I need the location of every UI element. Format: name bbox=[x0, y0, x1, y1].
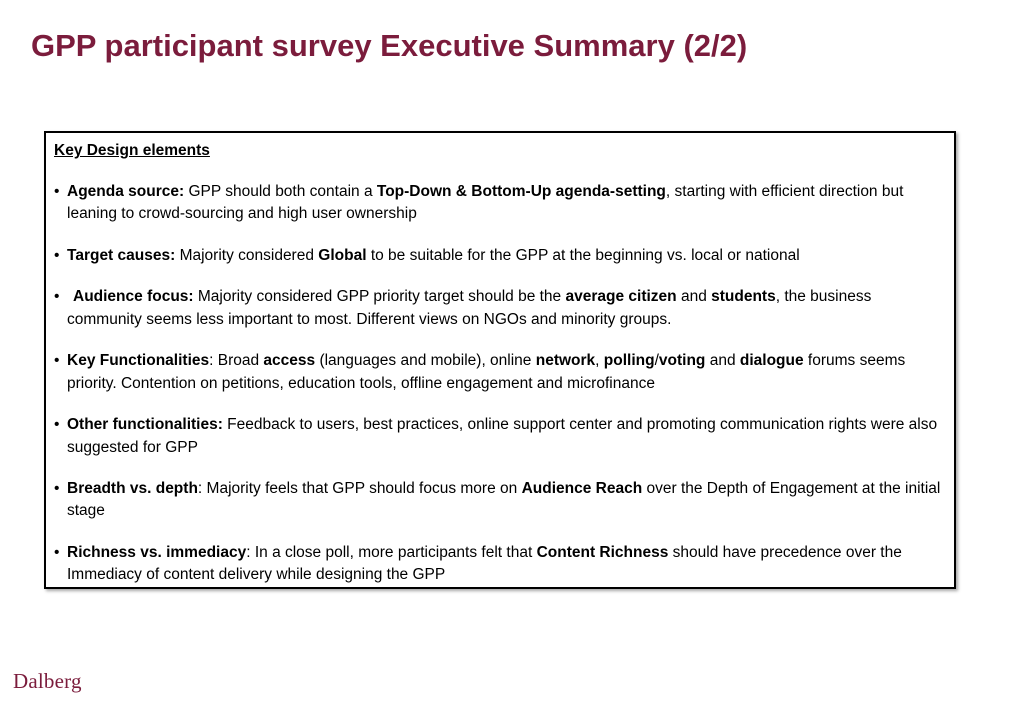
bullet-emphasis: Content Richness bbox=[536, 544, 669, 562]
bullet-richness-vs-immediacy bbox=[54, 542, 948, 587]
bullet-emphasis: voting bbox=[658, 352, 706, 370]
bullet-text: GPP should both contain a bbox=[184, 183, 377, 200]
bullet-emphasis: Top-Down & Bottom-Up agenda-setting bbox=[376, 183, 666, 200]
bullet-emphasis: students bbox=[711, 288, 776, 306]
bullet-emphasis: dialogue bbox=[739, 352, 804, 370]
dalberg-logo: Dalberg bbox=[13, 669, 82, 693]
bullet-marker: • bbox=[54, 416, 60, 434]
bullet-label: Key Functionalities bbox=[67, 352, 210, 370]
page-title: GPP participant survey Executive Summary (2/2) bbox=[31, 28, 748, 63]
bullet-target-causes bbox=[54, 245, 948, 267]
bullet-audience-focus bbox=[54, 286, 948, 331]
bullet-text: , the business community seems less important to most. Different views on NGOs and minority groups. bbox=[67, 288, 872, 328]
bullet-agenda-source bbox=[54, 181, 948, 226]
bullet-text: should have precedence over the Immediacy of content delivery while designing the GPP bbox=[67, 544, 902, 584]
bullet-label: Target causes: bbox=[67, 246, 176, 264]
bullet-text: : In a close poll, more participants felt that bbox=[246, 544, 537, 562]
bullet-text: / bbox=[654, 352, 659, 370]
bullet-label: Audience focus: bbox=[73, 288, 194, 306]
bullet-text: Majority considered bbox=[175, 246, 319, 264]
bullet-text: , bbox=[595, 352, 604, 370]
bullet-emphasis: network bbox=[535, 352, 596, 370]
bullet-marker: • bbox=[54, 352, 60, 370]
bullet-key-functionalities bbox=[54, 350, 948, 395]
bullet-marker: • bbox=[54, 183, 60, 200]
bullet-label: Breadth vs. depth bbox=[67, 480, 198, 498]
bullet-text: Majority considered GPP priority target should be the bbox=[193, 288, 566, 306]
bullet-emphasis: access bbox=[263, 352, 316, 370]
bullet-label: Richness vs. immediacy bbox=[67, 544, 247, 562]
bullet-other-functionalities bbox=[54, 414, 948, 459]
bullet-marker: • bbox=[54, 480, 60, 498]
bullet-text: forums seems priority. Contention on petitions, education tools, offline engagement and microfinance bbox=[67, 352, 906, 392]
bullet-marker: • bbox=[54, 246, 60, 264]
bullet-text: to be suitable for the GPP at the beginning vs. local or national bbox=[366, 246, 800, 264]
bullet-text: : Broad bbox=[209, 352, 264, 370]
bullet-breadth-vs-depth bbox=[54, 478, 948, 523]
bullet-emphasis: Audience Reach bbox=[521, 480, 643, 498]
bullet-label: Agenda source: bbox=[67, 183, 185, 200]
bullet-text: and bbox=[676, 288, 712, 306]
bullet-marker: • bbox=[54, 288, 60, 306]
bullet-text: : Majority feels that GPP should focus more on bbox=[197, 480, 522, 498]
section-heading: Key Design elements bbox=[54, 142, 210, 159]
bullet-text: (languages and mobile), online bbox=[315, 352, 536, 370]
bullet-text: over the Depth of Engagement at the initial stage bbox=[67, 480, 941, 520]
key-design-box bbox=[44, 131, 956, 589]
bullet-emphasis: Global bbox=[318, 246, 367, 264]
bullet-text: and bbox=[705, 352, 740, 370]
bullet-text: , starting with efficient direction but leaning to crowd-sourcing and high user ownership bbox=[67, 183, 904, 223]
bullet-label: Other functionalities: bbox=[67, 416, 223, 434]
bullet-emphasis: average citizen bbox=[565, 288, 677, 306]
bullet-marker: • bbox=[54, 544, 60, 562]
bullet-text: Feedback to users, best practices, online support center and promoting communication rights were also suggested for GPP bbox=[67, 416, 938, 456]
bullet-emphasis: polling bbox=[603, 352, 655, 370]
